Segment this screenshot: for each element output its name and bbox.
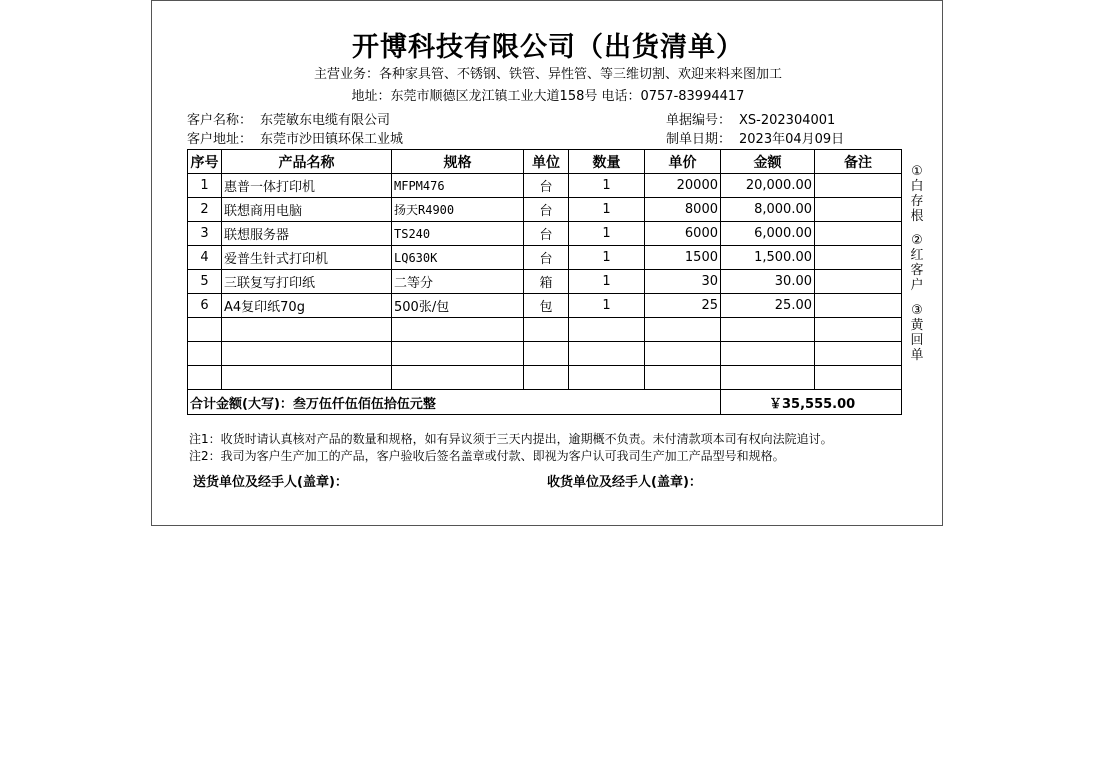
cell-spec: MFPM476 <box>392 174 524 198</box>
cell-remark <box>815 318 902 342</box>
table-header-row <box>188 150 902 174</box>
cell-unit: 包 <box>524 294 569 318</box>
table-row <box>188 318 902 342</box>
cell-amount: 6,000.00 <box>721 222 815 246</box>
cell-price: 6000 <box>645 222 721 246</box>
cell-amount: 1,500.00 <box>721 246 815 270</box>
cell-price: 20000 <box>645 174 721 198</box>
cell-spec: 500张/包 <box>392 294 524 318</box>
cell-unit <box>524 366 569 390</box>
table-row <box>188 198 902 222</box>
header-unit: 单位 <box>524 150 569 174</box>
cell-unit: 台 <box>524 198 569 222</box>
doc-date-label: 制单日期： <box>666 132 732 147</box>
cell-qty <box>569 318 645 342</box>
cell-price <box>645 366 721 390</box>
company-address: 地址：东莞市顺德区龙江镇工业大道158号 电话：0757-83994417 <box>351 89 745 104</box>
cell-spec <box>392 366 524 390</box>
customer-name-label: 客户名称： <box>187 113 253 128</box>
total-row <box>188 390 902 415</box>
cell-remark <box>815 222 902 246</box>
copy-red-label: ②红客户 <box>910 233 924 293</box>
customer-address-field <box>187 128 403 147</box>
cell-price <box>645 318 721 342</box>
cell-no: 1 <box>188 174 222 198</box>
cell-remark <box>815 198 902 222</box>
cell-qty <box>569 366 645 390</box>
cell-spec: TS240 <box>392 222 524 246</box>
cell-amount: 8,000.00 <box>721 198 815 222</box>
cell-amount <box>721 342 815 366</box>
cell-no <box>188 342 222 366</box>
cell-price: 8000 <box>645 198 721 222</box>
cell-name: 三联复写打印纸 <box>222 270 392 294</box>
cell-amount: 30.00 <box>721 270 815 294</box>
customer-name-value: 东莞敏东电缆有限公司 <box>260 113 391 128</box>
table-row <box>188 246 902 270</box>
cell-name <box>222 318 392 342</box>
table-row <box>188 222 902 246</box>
cell-name: 联想商用电脑 <box>222 198 392 222</box>
cell-name <box>222 342 392 366</box>
header-amount: 金额 <box>721 150 815 174</box>
cell-remark <box>815 294 902 318</box>
customer-address-value: 东莞市沙田镇环保工业城 <box>260 132 404 147</box>
cell-no <box>188 366 222 390</box>
note-2: 注2：我司为客户生产加工的产品，客户验收后签名盖章或付款、即视为客户认可我司生产加工产品型号和规格。 <box>189 449 785 463</box>
cell-qty <box>569 342 645 366</box>
header-no: 序号 <box>188 150 222 174</box>
cell-unit <box>524 318 569 342</box>
cell-amount <box>721 366 815 390</box>
cell-remark <box>815 246 902 270</box>
page-title: 开博科技有限公司（出货清单） <box>352 32 744 63</box>
cell-no: 6 <box>188 294 222 318</box>
cell-name: 惠普一体打印机 <box>222 174 392 198</box>
cell-name: 爱普生针式打印机 <box>222 246 392 270</box>
receiver-signature: 收货单位及经手人(盖章)： <box>547 475 702 490</box>
table-row <box>188 366 902 390</box>
table-row <box>188 294 902 318</box>
header-qty: 数量 <box>569 150 645 174</box>
cell-qty: 1 <box>569 246 645 270</box>
customer-address-label: 客户地址： <box>187 132 253 147</box>
cell-remark <box>815 270 902 294</box>
cell-price: 25 <box>645 294 721 318</box>
cell-spec: 扬天R4900 <box>392 198 524 222</box>
header-name: 产品名称 <box>222 150 392 174</box>
cell-qty: 1 <box>569 174 645 198</box>
doc-date-value: 2023年04月09日 <box>739 132 845 147</box>
header-price: 单价 <box>645 150 721 174</box>
cell-amount: 25.00 <box>721 294 815 318</box>
cell-remark <box>815 342 902 366</box>
table-row <box>188 174 902 198</box>
cell-qty: 1 <box>569 294 645 318</box>
business-scope: 主营业务：各种家具管、不锈钢、铁管、异性管、等三维切割、欢迎来料来图加工 <box>313 67 782 82</box>
header-remark: 备注 <box>815 150 902 174</box>
cell-remark <box>815 366 902 390</box>
total-amount-words: 合计金额(大写)：叁万伍仟伍佰伍拾伍元整 <box>188 390 721 415</box>
cell-spec: LQ630K <box>392 246 524 270</box>
cell-unit <box>524 342 569 366</box>
customer-name-field <box>187 109 390 128</box>
cell-no: 5 <box>188 270 222 294</box>
cell-unit: 台 <box>524 246 569 270</box>
items-table <box>187 149 902 415</box>
header-spec: 规格 <box>392 150 524 174</box>
sender-signature: 送货单位及经手人(盖章)： <box>193 475 348 490</box>
copy-yellow-label: ③黄回单 <box>910 303 924 363</box>
cell-spec: 二等分 <box>392 270 524 294</box>
cell-unit: 箱 <box>524 270 569 294</box>
cell-price: 1500 <box>645 246 721 270</box>
cell-name: 联想服务器 <box>222 222 392 246</box>
cell-qty: 1 <box>569 198 645 222</box>
cell-unit: 台 <box>524 222 569 246</box>
cell-no: 2 <box>188 198 222 222</box>
cell-no <box>188 318 222 342</box>
table-row <box>188 270 902 294</box>
total-amount-value: ￥35,555.00 <box>721 390 902 415</box>
cell-price: 30 <box>645 270 721 294</box>
cell-amount <box>721 318 815 342</box>
cell-no: 3 <box>188 222 222 246</box>
cell-name: A4复印纸70g <box>222 294 392 318</box>
cell-spec <box>392 342 524 366</box>
cell-remark <box>815 174 902 198</box>
cell-price <box>645 342 721 366</box>
cell-amount: 20,000.00 <box>721 174 815 198</box>
cell-spec <box>392 318 524 342</box>
cell-unit: 台 <box>524 174 569 198</box>
doc-number-label: 单据编号： <box>666 113 732 128</box>
cell-no: 4 <box>188 246 222 270</box>
cell-name <box>222 366 392 390</box>
copy-white-label: ①白存根 <box>910 164 924 224</box>
note-1: 注1：收货时请认真核对产品的数量和规格，如有异议须于三天内提出，逾期概不负责。未付清款项本司有权向法院追讨。 <box>189 432 833 446</box>
doc-number-field <box>666 109 835 128</box>
cell-qty: 1 <box>569 270 645 294</box>
doc-number-value: XS-202304001 <box>739 113 836 128</box>
doc-date-field <box>666 128 844 147</box>
table-row <box>188 342 902 366</box>
delivery-sheet <box>151 0 943 526</box>
cell-qty: 1 <box>569 222 645 246</box>
